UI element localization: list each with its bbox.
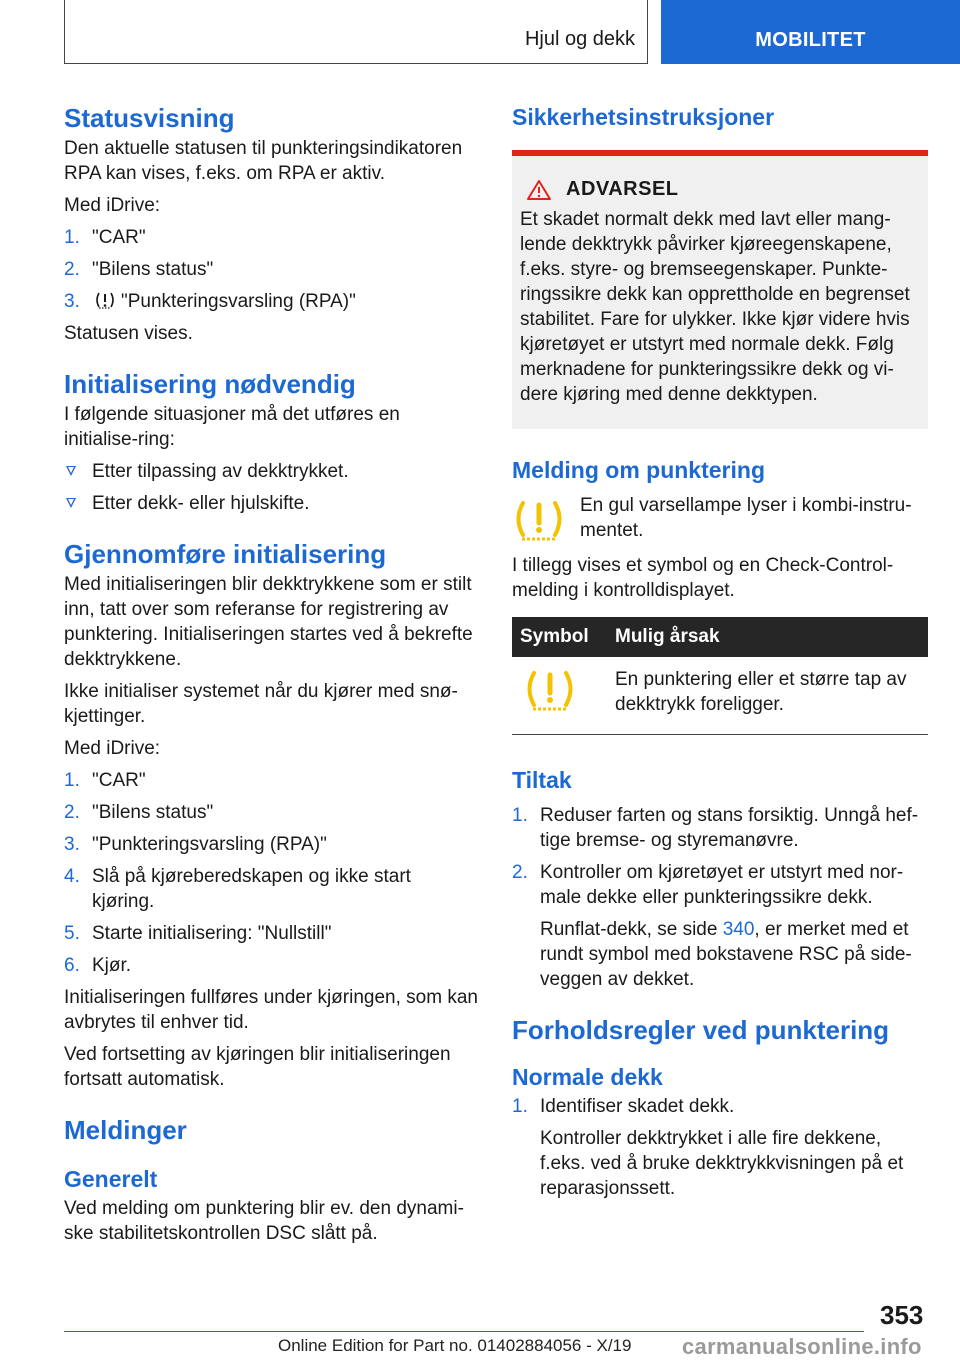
list-item: 1. "CAR" [64, 227, 146, 248]
paragraph: Statusen vises. [64, 323, 193, 344]
lamp-text: En gul varsellampe lyser i kombi-instru-mentet. [580, 495, 912, 541]
heading-safety: Sikkerhetsinstruksjoner [512, 104, 775, 130]
paragraph-runflat: Runflat-dekk, se side 340, er merket med et rundt symbol med bokstavene RSC på side-veggen av dekket. [540, 919, 912, 990]
table-row [512, 657, 928, 735]
paragraph: Initialiseringen fullføres under kjøringen, som kan avbrytes til enhver tid. [64, 987, 478, 1033]
warning-box [512, 150, 928, 429]
table-cell-cause: En punktering eller et større tap av dekktrykk foreligger. [607, 657, 928, 735]
table-header-symbol: Symbol [512, 617, 607, 657]
heading-statusvisning: Statusvisning [64, 103, 235, 133]
lamp-info [512, 493, 928, 543]
heading-meldinger: Meldinger [64, 1115, 187, 1145]
paragraph: Med iDrive: [64, 738, 161, 759]
yellow-tire-pressure-lamp-icon [512, 497, 566, 541]
heading-message: Melding om punktering [512, 457, 765, 483]
watermark: carmanualsonline.info [682, 1334, 922, 1359]
right-column [512, 102, 928, 1208]
warning-header [520, 178, 920, 201]
footer-divider [64, 1331, 864, 1332]
header-chapter-title: MOBILITET [755, 29, 866, 51]
triangle-bullet-icon [66, 498, 76, 508]
paragraph: Ved fortsetting av kjøringen blir initialiseringen fortsatt automatisk. [64, 1044, 451, 1090]
steps-list [512, 803, 928, 910]
list-item: 3. "Punkteringsvarsling (RPA)" [64, 834, 327, 855]
steps-list [64, 768, 478, 978]
heading-precautions: Forholdsregler ved punktering [512, 1015, 890, 1045]
heading-init-needed: Initialisering nødvendig [64, 369, 356, 399]
tire-pressure-warning-icon [94, 291, 116, 309]
list-item: 1. "CAR" [64, 770, 146, 791]
paragraph: Den aktuelle statusen til punkteringsindikatoren RPA kan vises, f.eks. om RPA er aktiv. [64, 138, 463, 184]
footer-edition: Online Edition for Part no. 01402884056 - X/19 [278, 1336, 632, 1355]
paragraph: Ikke initialiser systemet når du kjører med snø-kjettinger. [64, 681, 458, 727]
paragraph: Med iDrive: [64, 195, 161, 216]
list-item: 4. Slå på kjøreberedskapen og ikke start kjøring. [64, 866, 411, 912]
page-number: 353 [880, 1300, 924, 1330]
list-item: 5. Starte initialisering: "Nullstill" [64, 923, 332, 944]
list-item: 2. "Bilens status" [64, 802, 214, 823]
paragraph: Med initialiseringen blir dekktrykkene som er stilt inn, tatt over som referanse for registrering av punktering. Initialiseringen startes ved å bekrefte dekktrykkene. [64, 574, 473, 670]
heading-tiltak: Tiltak [512, 767, 572, 793]
triangle-bullet-icon [66, 466, 76, 476]
page-link[interactable]: 340 [722, 919, 755, 940]
table-cell-symbol [512, 657, 607, 735]
heading-perform-init: Gjennomføre initialisering [64, 539, 387, 569]
header-section-title: Hjul og dekk [524, 28, 635, 50]
left-column [64, 102, 478, 1253]
bullet-list [64, 459, 478, 516]
table-header-cause: Mulig årsak [607, 617, 928, 657]
header-chapter-tab[interactable] [661, 0, 960, 64]
warning-text: Et skadet normalt dekk med lavt eller mang-lende dekktrykk påvirker kjøreegenskapene, f.eks. styre- og bremseegenskaper. Punkte-ringssikre dekk kan opprettholde en begrenset stabilitet. Fare for ulykker. Ikke kjør videre hvis kjøretøyet er utstyrt med normale dekk. Følg merknadene for punkteringssikre dekk og vi-dere kjøring med denne dekktypen. [520, 209, 910, 405]
warning-triangle-icon [526, 179, 552, 201]
paragraph: Kontroller dekktrykket i alle fire dekkene, f.eks. ved å bruke dekktrykkvisningen på et reparasjonssett. [540, 1128, 904, 1199]
list-item: 6. Kjør. [64, 955, 132, 976]
steps-list [512, 1094, 928, 1119]
paragraph: I tillegg vises et symbol og en Check-Control-melding i kontrolldisplayet. [512, 555, 894, 601]
header-section-box [64, 0, 648, 64]
list-item: 2. Kontroller om kjøretøyet er utstyrt med nor-male dekke eller punkteringssikre dekk. [512, 862, 904, 908]
list-item: 2. "Bilens status" [64, 259, 214, 280]
list-item: Etter dekk- eller hjulskifte. [64, 491, 478, 516]
list-item: Etter tilpassing av dekktrykket. [64, 459, 478, 484]
list-item: 1. Reduser farten og stans forsiktig. Unngå hef-tige bremse- og styremanøvre. [512, 805, 919, 851]
paragraph: Ved melding om punktering blir ev. den dynami-ske stabilitetskontrollen DSC slått på. [64, 1198, 464, 1244]
symbol-table [512, 617, 928, 735]
subheading-generelt: Generelt [64, 1166, 158, 1192]
subheading-normal-tyres: Normale dekk [512, 1064, 663, 1090]
yellow-tire-pressure-lamp-icon [520, 667, 580, 711]
list-item: 1. Identifiser skadet dekk. [512, 1096, 735, 1117]
steps-list [64, 225, 478, 314]
paragraph: I følgende situasjoner må det utføres en initialise-ring: [64, 404, 400, 450]
warning-label: ADVARSEL [566, 178, 679, 200]
list-item: 3. "Punkteringsvarsling (RPA)" [64, 291, 356, 312]
